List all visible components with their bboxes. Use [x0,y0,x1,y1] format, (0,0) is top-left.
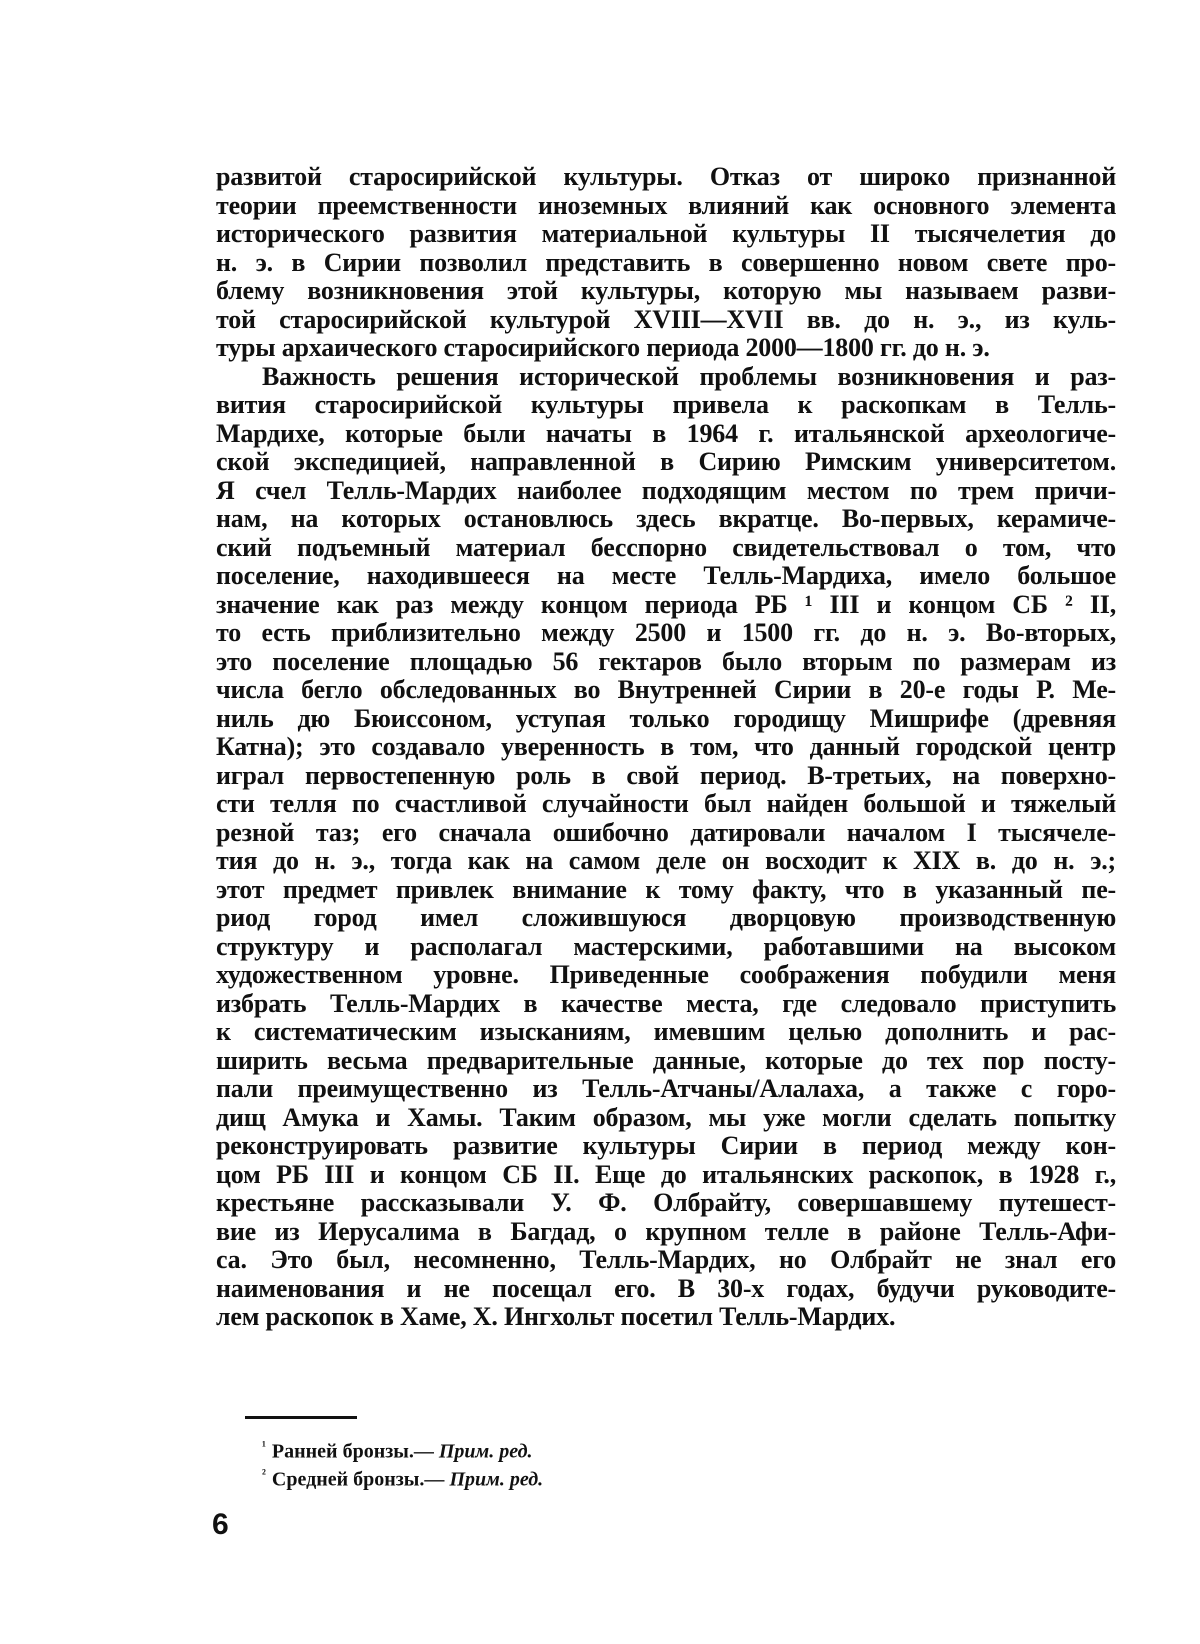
text-line: Катна); это создавало уверенность в том, что данный городской центр [216,732,1116,761]
text-line: цом РБ III и концом СБ II. Еще до итальянских раскопок, в 1928 г., [216,1159,1116,1189]
text-line: Важность решения исторической проблемы возникновения и раз- [262,361,1116,391]
text-line: той старосирийской культурой XVIII—XVII вв. до н. э., из куль- [216,304,1116,334]
text-line: Мардихе, которые были начаты в 1964 г. итальянской археологиче- [216,418,1116,448]
text-line: числа бегло обследованных во Внутренней Сирии в 20-е годы Р. Ме- [216,675,1116,704]
text-line: развитой старосирийской культуры. Отказ от широко признанной [216,162,1116,191]
footnote-2-editor-note: Прим. ред. [449,1468,544,1491]
text-line: ской экспедицией, направленной в Сирию Римским университетом. [216,447,1116,476]
main-text [216,163,1116,1332]
text-line: это поселение площадью 56 гектаров было вторым по размерам из [216,646,1116,676]
text-line: избрать Телль-Мардих в качестве места, где следовало приступить [216,988,1116,1018]
text-line: туры архаического старосирийского периода 2000—1800 гг. до н. э. [216,333,990,362]
text-line: н. э. в Сирии позволил представить в совершенно новом свете про- [216,247,1116,277]
footnote-1 [262,1432,862,1463]
text-line: са. Это был, несомненно, Телль-Мардих, но Олбрайт не знал его [216,1245,1116,1274]
footnote-2 [262,1460,862,1491]
text-line: поселение, находившееся на месте Телль-Мардиха, имело большое [216,561,1116,590]
text-line: исторического развития материальной культуры II тысячелетия до [216,219,1116,248]
text-line: пали преимущественно из Телль-Атчаны/Алалаха, а также с горо- [216,1074,1116,1103]
footnote-divider [245,1416,357,1419]
text-line: сти телля по счастливой случайности был найден большой и тяжелый [216,789,1116,818]
text-line: крестьяне рассказывали У. Ф. Олбрайту, совершавшему путешест- [216,1188,1116,1217]
text-line: значение как раз между концом периода РБ ¹ III и концом СБ ² II, [216,589,1116,619]
text-line: вития старосирийской культуры привела к раскопкам в Телль- [216,390,1116,419]
text-line: этот предмет привлек внимание к тому факту, что в указанный пе- [216,874,1116,904]
footnote-1-text: Ранней бронзы.— [271,1440,434,1463]
text-line: вие из Иерусалима в Багдад, о крупном телле в районе Телль-Афи- [216,1216,1116,1246]
text-line: играл первостепенную роль в свой период. В-третьих, на поверхно- [216,760,1116,790]
footnote-2-mark: ² [262,1466,266,1481]
text-line: дищ Амука и Хамы. Таким образом, мы уже могли сделать попытку [216,1102,1116,1132]
footnote-1-editor-note: Прим. ред. [438,1440,533,1463]
footnote-1-mark: ¹ [262,1438,266,1453]
text-line: нам, на которых остановлюсь здесь вкратце. Во-первых, керамиче- [216,504,1116,533]
text-line: ниль дю Бюиссоном, уступая только городищу Мишрифе (древняя [216,703,1116,733]
text-line: Я счел Телль-Мардих наиболее подходящим местом по трем причи- [216,475,1116,505]
text-line: структуру и располагал мастерскими, работавшими на высоком [216,931,1116,961]
text-line: лем раскопок в Хаме, Х. Ингхольт посетил Телль-Мардих. [216,1302,896,1331]
text-line: риод город имел сложившуюся дворцовую производственную [216,903,1116,932]
text-line: резной таз; его сначала ошибочно датировали началом I тысячеле- [216,817,1116,847]
text-line: тия до н. э., тогда как на самом деле он восходит к XIX в. до н. э.; [216,846,1116,875]
text-line: ширить весьма предварительные данные, которые до тех пор посту- [216,1045,1116,1075]
text-line: художественном уровне. Приведенные соображения побудили меня [216,960,1116,989]
text-line: то есть приблизительно между 2500 и 1500 гг. до н. э. Во-вторых, [216,618,1116,647]
text-line: теории преемственности иноземных влияний как основного элемента [216,190,1116,220]
text-line: блему возникновения этой культуры, которую мы называем разви- [216,276,1116,305]
footnote-2-text: Средней бронзы.— [271,1468,445,1491]
page-number: 6 [212,1508,229,1541]
text-line: наименования и не посещал его. В 30-х годах, будучи руководите- [216,1273,1116,1303]
text-line: реконструировать развитие культуры Сирии в период между кон- [216,1131,1116,1160]
footnotes [262,1432,862,1491]
text-line: ский подъемный материал бесспорно свидетельствовал о том, что [216,532,1116,562]
text-line: к систематическим изысканиям, имевшим целью дополнить и рас- [216,1017,1116,1046]
